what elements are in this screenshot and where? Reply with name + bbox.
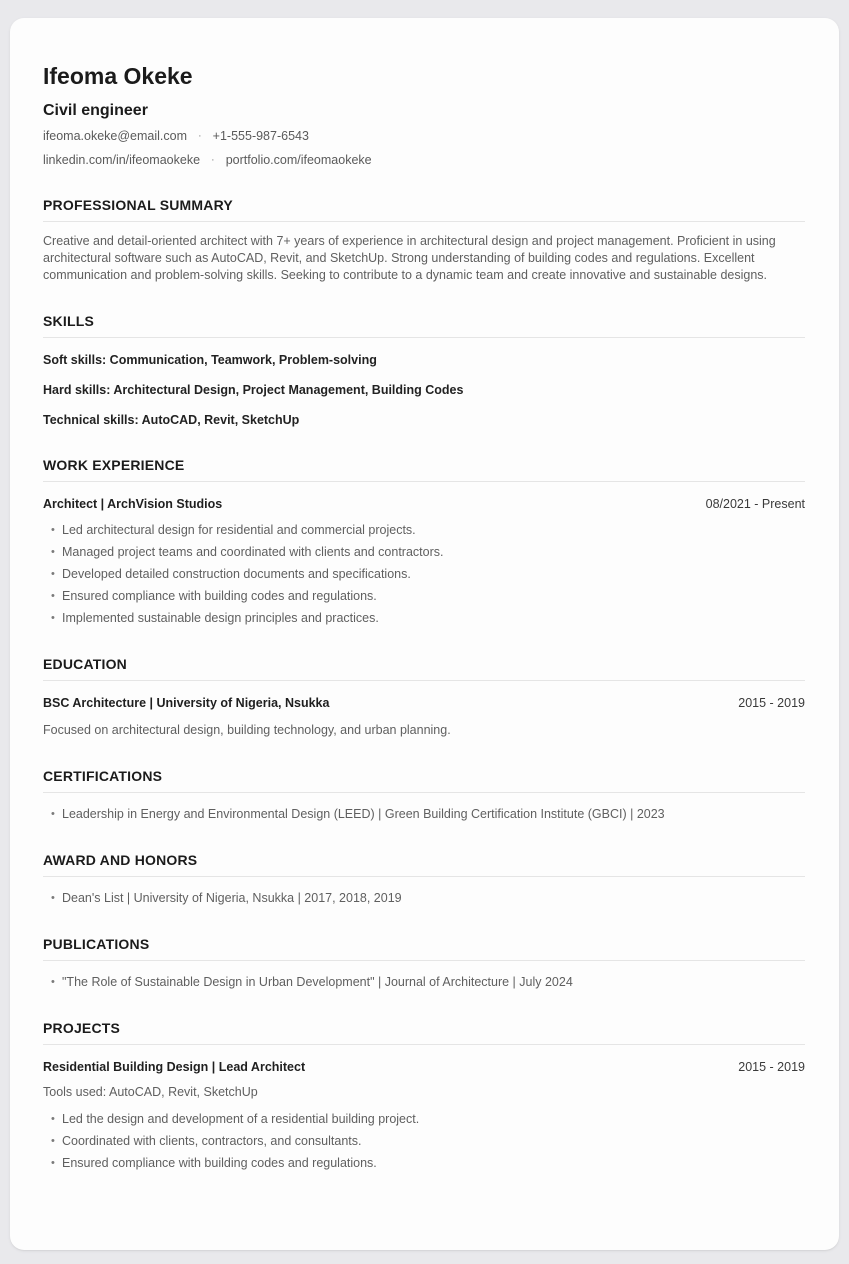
resume-header [43,63,805,168]
section-heading-certifications: CERTIFICATIONS [43,768,805,793]
education-entry-title: BSC Architecture | University of Nigeria, Nsukka [43,696,330,711]
skill-line-hard: Hard skills: Architectural Design, Project Management, Building Codes [43,383,464,398]
bullet-item: • Led architectural design for residential and commercial projects. [43,522,805,539]
certifications-list [43,806,805,823]
section-heading-projects: PROJECTS [43,1020,805,1045]
experience-entry-dates: 08/2021 - Present [705,497,805,512]
bullet-item: • Leadership in Energy and Environmental Design (LEED) | Green Building Certification Institute (GBCI) | 2023 [43,806,805,823]
section-work-experience [43,457,805,627]
resume-document [10,18,839,1250]
contact-phone: +1-555-987-6543 [212,129,309,143]
bullet-item: • Coordinated with clients, contractors, and consultants. [43,1133,805,1150]
bullet-item: • Dean's List | University of Nigeria, Nsukka | 2017, 2018, 2019 [43,890,805,907]
contact-email: ifeoma.okeke@email.com [43,129,187,143]
project-tools: Tools used: AutoCAD, Revit, SketchUp [43,1085,258,1100]
contact-linkedin: linkedin.com/in/ifeomaokeke [43,153,201,168]
section-heading-awards: AWARD AND HONORS [43,852,805,877]
contact-row-1 [43,129,805,144]
bullet-item: • "The Role of Sustainable Design in Urban Development" | Journal of Architecture | July 2024 [43,974,805,991]
section-education [43,656,805,739]
contact-row-2 [43,153,805,168]
bullet-item: • Led the design and development of a residential building project. [43,1111,805,1128]
bullet-item: • Ensured compliance with building codes and regulations. [43,588,805,605]
contact-separator-dot: · [211,154,215,167]
section-publications [43,936,805,991]
experience-bullet-list [43,522,805,627]
project-entry-dates: 2015 - 2019 [738,1060,805,1075]
skill-line-technical: Technical skills: AutoCAD, Revit, SketchUp [43,413,300,428]
section-heading-summary: PROFESSIONAL SUMMARY [43,197,805,222]
section-professional-summary [43,197,805,284]
project-bullet-list [43,1111,805,1172]
awards-list [43,890,805,907]
bullet-item: • Developed detailed construction documents and specifications. [43,566,805,583]
bullet-item: • Ensured compliance with building codes and regulations. [43,1155,805,1172]
skill-line-soft: Soft skills: Communication, Teamwork, Problem-solving [43,353,377,368]
project-entry-header [43,1060,805,1075]
candidate-job-title: Civil engineer [43,102,148,119]
experience-entry-header [43,497,805,512]
education-entry-dates: 2015 - 2019 [738,696,805,711]
bullet-item: • Managed project teams and coordinated with clients and contractors. [43,544,805,561]
section-certifications [43,768,805,823]
candidate-name: Ifeoma Okeke [43,63,193,89]
project-entry-title: Residential Building Design | Lead Architect [43,1060,306,1075]
contact-separator-dot: · [198,130,202,143]
publications-list [43,974,805,991]
section-heading-skills: SKILLS [43,313,805,338]
bullet-item: • Implemented sustainable design principles and practices. [43,610,805,627]
section-heading-publications: PUBLICATIONS [43,936,805,961]
contact-portfolio: portfolio.com/ifeomaokeke [225,153,372,168]
section-skills [43,313,805,428]
section-projects [43,1020,805,1172]
summary-text: Creative and detail-oriented architect with 7+ years of experience in architectural design and project management. Proficient in using architectural software such as AutoCAD, Revit, and SketchUp. Strong understanding of building codes and regulations. Excellent communication and problem-solving skills. Seeking to contribute to a dynamic team and create innovative and sustainable designs. [43,234,776,283]
education-entry-header [43,696,805,711]
education-description: Focused on architectural design, building technology, and urban planning. [43,723,451,738]
section-heading-experience: WORK EXPERIENCE [43,457,805,482]
section-heading-education: EDUCATION [43,656,805,681]
experience-entry-title: Architect | ArchVision Studios [43,497,223,512]
section-awards [43,852,805,907]
